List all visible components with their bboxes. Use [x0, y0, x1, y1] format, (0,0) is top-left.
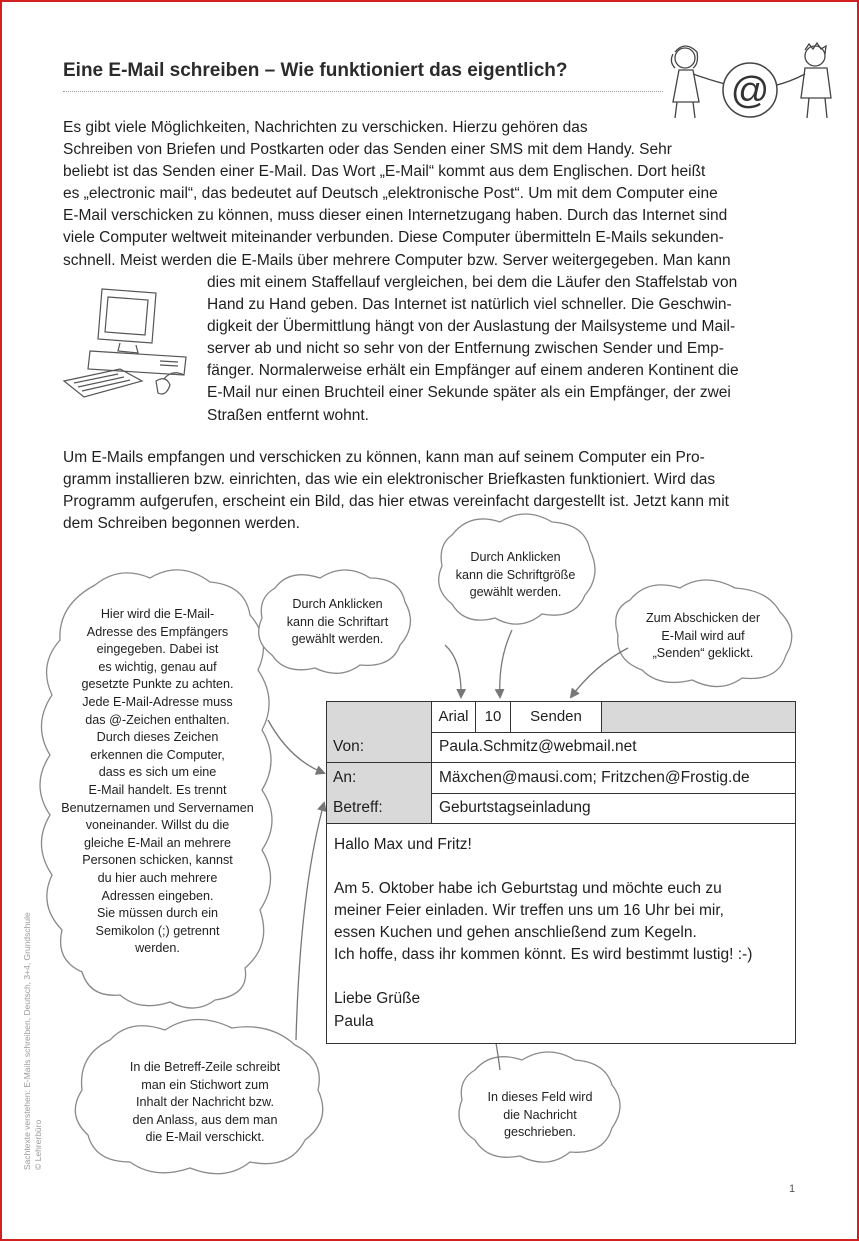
font-select[interactable]: Arial — [431, 702, 476, 732]
publisher-side-note — [22, 912, 44, 1180]
send-button[interactable]: Senden — [510, 702, 602, 732]
cloud-line: In dieses Feld wird — [487, 1090, 593, 1104]
message-body-field[interactable] — [334, 834, 752, 1033]
subject-cloud-text — [100, 1059, 310, 1147]
cloud-line: die E-Mail verschickt. — [145, 1130, 265, 1145]
cloud-line: voneinander. Willst du die — [85, 818, 230, 833]
page-title: Eine E-Mail schreiben – Wie funktioniert das eigentlich? — [63, 60, 568, 81]
cloud-line: Durch dieses Zeichen — [96, 730, 219, 745]
intro-line: Schreiben von Briefen und Postkarten oder das Senden einer SMS mit dem Handy. Sehr — [63, 141, 672, 159]
at-symbol: @ — [730, 70, 770, 112]
arrow-to-send — [571, 648, 628, 697]
cloud-line: Jede E-Mail-Adresse muss — [82, 694, 233, 709]
intro-line: schnell. Meist werden die E-Mails über mehrere Computer bzw. Server weitergegeben. Man kann — [63, 251, 731, 269]
to-field[interactable]: Mäxchen@mausi.com; Fritzchen@Frostig.de — [439, 769, 750, 786]
subject-label: Betreff: — [327, 793, 432, 823]
size-cloud-text — [448, 549, 583, 602]
cloud-line: Benutzernamen und Servernamen — [61, 800, 254, 815]
cloud-line: Zum Abschicken der — [645, 611, 761, 625]
paragraph-line: gramm installieren bzw. einrichten, das wie ein elektronischer Briefkasten funktioniert. Wird das — [63, 471, 716, 489]
cloud-line: „Senden“ geklickt. — [652, 646, 754, 661]
intro-line: server ab und nicht so sehr von der Entfernung zwischen Sender und Emp- — [207, 340, 724, 358]
cloud-line: den Anlass, aus dem man — [132, 1112, 278, 1127]
intro-line: digkeit der Übermittlung hängt von der Auslastung der Mailsysteme und Mail- — [207, 318, 736, 336]
paragraph-line: dem Schreiben begonnen werden. — [63, 515, 300, 533]
message-line: Am 5. Oktober habe ich Geburtstag und möchte euch zu — [334, 880, 722, 898]
cloud-line: erkennen die Computer, — [90, 747, 225, 762]
cloud-line: dass es sich um eine — [98, 765, 217, 780]
font-size-select[interactable]: 10 — [475, 702, 511, 732]
cloud-line: Sie müssen durch ein — [96, 906, 219, 921]
cloud-line: Inhalt der Nachricht bzw. — [136, 1095, 274, 1110]
message-closing: Liebe Grüße — [334, 990, 421, 1008]
message-signature: Paula — [334, 1012, 374, 1030]
arrow-to-subject — [296, 803, 324, 1040]
cloud-line: Semikolon (;) getrennt — [95, 923, 220, 938]
message-greeting: Hallo Max und Fritz! — [334, 836, 472, 853]
cloud-line: Hier wird die E-Mail- — [100, 607, 215, 621]
cloud-line: gewählt werden. — [291, 632, 384, 647]
cloud-line: Durch Anklicken — [292, 597, 383, 611]
send-cloud-text — [628, 610, 778, 663]
font-cloud-text — [270, 596, 405, 649]
message-spacer — [334, 966, 752, 988]
cloud-line: das @-Zeichen enthalten. — [85, 712, 230, 727]
from-label: Von: — [327, 732, 432, 762]
cloud-line: du hier auch mehrere — [97, 870, 218, 885]
message-line: meiner Feier einladen. Wir treffen uns um 16 Uhr bei mir, — [334, 902, 724, 920]
message-cloud-text — [470, 1089, 610, 1142]
cloud-line: die Nachricht — [503, 1107, 577, 1122]
cloud-line: E-Mail handelt. Es trennt — [88, 782, 227, 797]
intro-line: E-Mail verschicken zu können, muss dieser einen Internetzugang haben. Durch das Internet sind — [63, 207, 728, 225]
cloud-line: E-Mail wird auf — [661, 628, 745, 643]
message-spacer — [334, 856, 752, 878]
message-line: essen Kuchen und gehen anschließend zum Kegeln. — [334, 924, 697, 942]
cloud-line: Adresse des Empfängers — [86, 624, 229, 639]
arrow-to-size — [500, 630, 512, 697]
arrow-to-font — [445, 645, 461, 697]
cloud-line: Personen schicken, kannst — [82, 853, 233, 868]
cloud-line: Durch Anklicken — [470, 550, 561, 564]
cloud-line: es wichtig, genau auf — [98, 659, 217, 674]
intro-line: beliebt ist das Senden einer E-Mail. Das Wort „E-Mail“ kommt aus dem Englischen. Dort heißt — [63, 163, 706, 181]
arrow-to-recipient — [268, 720, 324, 773]
cloud-line: In die Betreff-Zeile schreibt — [129, 1060, 281, 1074]
cloud-line: geschrieben. — [503, 1125, 577, 1140]
cloud-line: gewählt werden. — [469, 585, 562, 600]
intro-line: viele Computer weltweit miteinander verbunden. Diese Computer übermitteln E-Mails sekunden- — [63, 229, 724, 247]
cloud-line: eingegeben. Dabei ist — [96, 642, 219, 657]
paragraph-line: Programm aufgerufen, erscheint ein Bild, das hier etwas vereinfacht dargestellt ist. Jetzt kann mit — [63, 493, 729, 511]
to-row — [327, 763, 795, 794]
cloud-line: kann die Schriftart — [286, 614, 389, 629]
cloud-line: gesetzte Punkte zu achten. — [81, 677, 234, 692]
subject-row — [327, 793, 795, 824]
intro-line: Hand zu Hand geben. Das Internet ist natürlich viel schneller. Die Geschwin- — [207, 296, 732, 314]
intro-line: Es gibt viele Möglichkeiten, Nachrichten zu verschicken. Hierzu gehören das — [63, 119, 588, 136]
cloud-line: kann die Schriftgröße — [455, 567, 576, 582]
cloud-line: man ein Stichwort zum — [141, 1077, 269, 1092]
email-toolbar — [327, 702, 795, 733]
message-line: Ich hoffe, dass ihr kommen könnt. Es wird bestimmt lustig! :-) — [334, 946, 753, 964]
side-note-line: © Lehrerbüro — [33, 1119, 43, 1170]
intro-line: fänger. Normalerweise erhält ein Empfänger auf einem anderen Kontinent die — [207, 362, 739, 380]
paragraph-line: Um E-Mails empfangen und verschicken zu können, kann man auf seinem Computer ein Pro- — [63, 449, 705, 466]
to-label: An: — [327, 763, 432, 793]
intro-line: dies mit einem Staffellauf vergleichen, bei dem die Läufer den Staffelstab von — [207, 274, 738, 291]
intro-line: es „electronic mail“, das bedeutet auf Deutsch „elektronische Post“. Um mit dem Computer eine — [63, 185, 718, 203]
email-window — [326, 701, 796, 1044]
subject-field[interactable]: Geburtstagseinladung — [439, 799, 591, 816]
page-number: 1 — [789, 1183, 796, 1195]
side-note-line: Sachtexte verstehen: E-Mails schreiben, Deutsch, 3+4, Grundschule — [22, 912, 32, 1170]
intro-line: E-Mail nur einen Bruchteil einer Sekunde später als ein Empfänger, der zwei — [207, 384, 731, 402]
cloud-line: werden. — [135, 941, 180, 956]
cloud-line: Adressen eingeben. — [101, 888, 214, 903]
cloud-line: gleiche E-Mail an mehrere — [84, 835, 231, 850]
from-field[interactable]: Paula.Schmitz@webmail.net — [439, 738, 637, 755]
recipient-cloud-text — [45, 606, 270, 958]
from-row — [327, 732, 795, 763]
intro-line: Straßen entfernt wohnt. — [207, 406, 369, 424]
